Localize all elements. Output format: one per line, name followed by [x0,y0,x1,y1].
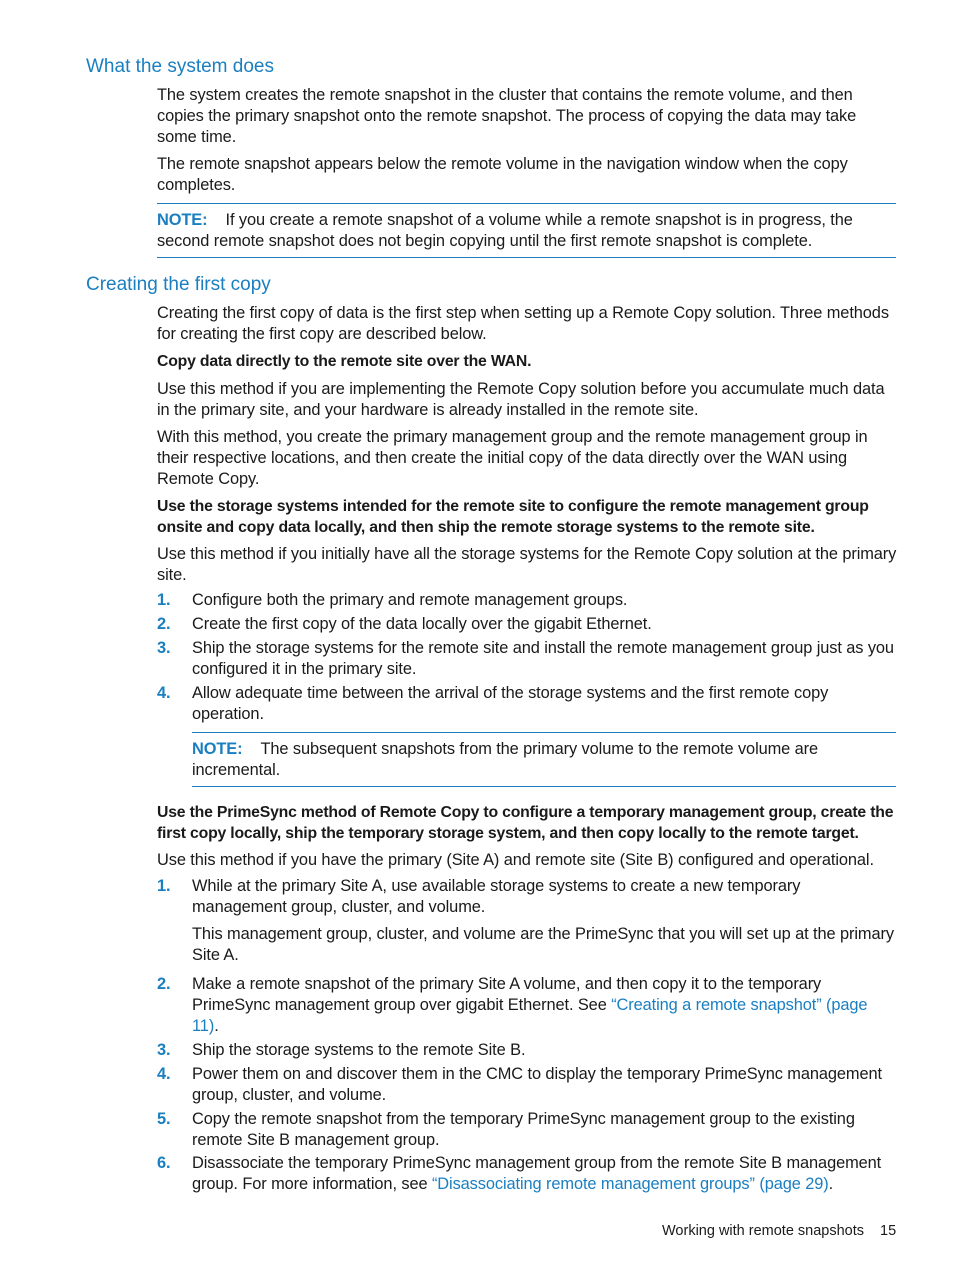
list-item [157,1109,897,1151]
list-number: 5. [157,1110,171,1128]
link-creating-remote-snapshot[interactable]: “Creating a remote snapshot” (page 11) [192,996,868,1035]
link-disassociating-remote-groups[interactable]: “Disassociating remote management groups” (page 29) [431,1175,829,1193]
paragraph: The remote snapshot appears below the remote volume in the navigation window when the copy completes. [157,155,848,194]
note-box [157,203,896,258]
list-number: 3. [157,639,171,657]
list-number: 2. [157,615,171,633]
method-title: Use the storage systems intended for the remote site to configure the remote management group onsite and copy data locally, and then ship the remote storage systems to the remote site. [157,498,869,536]
section-heading-first-copy: Creating the first copy [86,274,271,295]
page-number: 15 [880,1223,897,1239]
list-text: Configure both the primary and remote management groups. [192,591,628,609]
note-label: NOTE: [192,740,243,758]
list-number: 1. [157,877,171,895]
method-title: Use the PrimeSync method of Remote Copy to configure a temporary management group, create the first copy locally, ship the temporary storage system, and then copy locally to the remote target. [157,804,894,842]
note-text: The subsequent snapshots from the primary volume to the remote volume are incremental. [192,740,819,779]
list-item [157,638,897,680]
list-text: Disassociate the temporary PrimeSync management group from the remote Site B management group. For more information, see “Disassociating remote management groups” (page 29). [192,1154,882,1193]
paragraph: Use this method if you have the primary (Site A) and remote site (Site B) configured and operational. [157,851,874,869]
list-number: 4. [157,1065,171,1083]
list-item [157,974,897,1037]
list-text: Power them on and discover them in the CMC to display the temporary PrimeSync management group, cluster, and volume. [192,1065,882,1104]
list-item [157,683,897,725]
list-item [157,614,897,635]
note-text: If you create a remote snapshot of a volume while a remote snapshot is in progress, the second remote snapshot does not begin copying until the first remote snapshot is complete. [157,211,853,250]
list-text: While at the primary Site A, use available storage systems to create a new temporary management group, cluster, and volume. [192,877,801,916]
paragraph: With this method, you create the primary management group and the remote management group in their respective locations, and then create the initial copy of the data directly over the WAN using Remote Copy. [157,428,868,488]
list-item [157,1064,897,1106]
list-subtext: This management group, cluster, and volume are the PrimeSync that you will set up at the primary Site A. [192,925,894,964]
list-text: Make a remote snapshot of the primary Site A volume, and then copy it to the temporary PrimeSync management group over gigabit Ethernet. See “Creating a remote snapshot” (page 11). [192,975,868,1035]
list-item [157,1040,897,1061]
list-text: Create the first copy of the data locally over the gigabit Ethernet. [192,615,652,633]
list-text: Ship the storage systems to the remote Site B. [192,1041,526,1059]
list-text: Copy the remote snapshot from the temporary PrimeSync management group to the existing remote Site B management group. [192,1110,855,1149]
section-heading-what-system-does: What the system does [86,56,274,77]
list-text: Ship the storage systems for the remote site and install the remote management group just as you configured it in the primary site. [192,639,894,678]
list-number: 1. [157,591,171,609]
list-item [157,1153,897,1195]
list-number: 6. [157,1154,171,1172]
list-number: 4. [157,684,171,702]
footer-title: Working with remote snapshots [662,1223,865,1239]
note-box [192,732,896,787]
paragraph: The system creates the remote snapshot in the cluster that contains the remote volume, and then copies the primary snapshot onto the remote snapshot. The process of copying the data may take some time. [157,86,857,146]
list-number: 3. [157,1041,171,1059]
list-item [157,590,897,611]
paragraph: Use this method if you are implementing the Remote Copy solution before you accumulate much data in the primary site, and your hardware is already installed in the remote site. [157,380,885,419]
list-text: Allow adequate time between the arrival of the storage systems and the first remote copy operation. [192,684,829,723]
paragraph: Creating the first copy of data is the first step when setting up a Remote Copy solution. Three methods for creating the first copy are described below. [157,304,889,343]
paragraph: Use this method if you initially have all the storage systems for the Remote Copy solution at the primary site. [157,545,897,584]
list-number: 2. [157,975,171,993]
list-item [157,876,897,966]
note-label: NOTE: [157,211,208,229]
method-title: Copy data directly to the remote site over the WAN. [157,353,532,370]
